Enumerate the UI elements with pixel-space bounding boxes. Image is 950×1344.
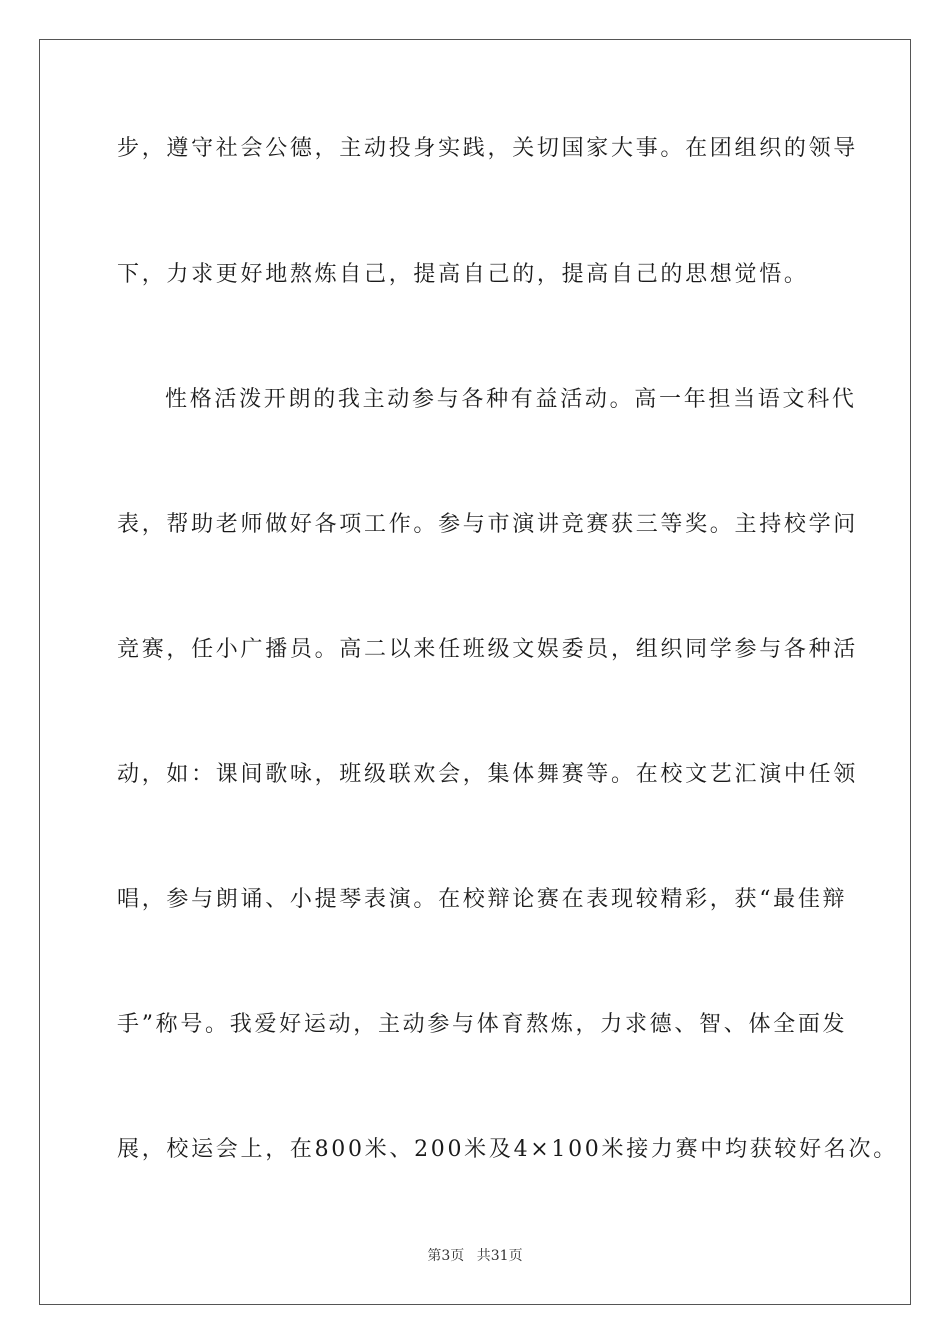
text-line: 唱，参与朗诵、小提琴表演。在校辩论赛在表现较精彩，获“最佳辩 bbox=[117, 887, 848, 912]
text-line: 步，遵守社会公德，主动投身实践，关切国家大事。在团组织的领导 bbox=[117, 136, 859, 161]
page-border bbox=[39, 39, 911, 1305]
paragraph-first-line: 性格活泼开朗的我主动参与各种有益活动。高一年担当语文科代 bbox=[165, 387, 857, 412]
page-number: 第3页 bbox=[427, 1248, 465, 1264]
text-line: 展，校运会上，在800米、200米及4×100米接力赛中均获较好名次。 bbox=[117, 1137, 898, 1162]
text-line: 手”称号。我爱好运动，主动参与体育熬炼，力求德、智、体全面发 bbox=[117, 1012, 848, 1037]
text-line: 表，帮助老师做好各项工作。参与市演讲竞赛获三等奖。主持校学问 bbox=[117, 512, 859, 537]
text-line: 竞赛，任小广播员。高二以来任班级文娱委员，组织同学参与各种活 bbox=[117, 637, 859, 662]
page-total: 共31页 bbox=[476, 1248, 523, 1264]
text-line: 下，力求更好地熬炼自己，提高自己的，提高自己的思想觉悟。 bbox=[117, 262, 809, 287]
page-footer bbox=[0, 1246, 950, 1266]
text-line: 动，如：课间歌咏，班级联欢会，集体舞赛等。在校文艺汇演中任领 bbox=[117, 762, 859, 787]
